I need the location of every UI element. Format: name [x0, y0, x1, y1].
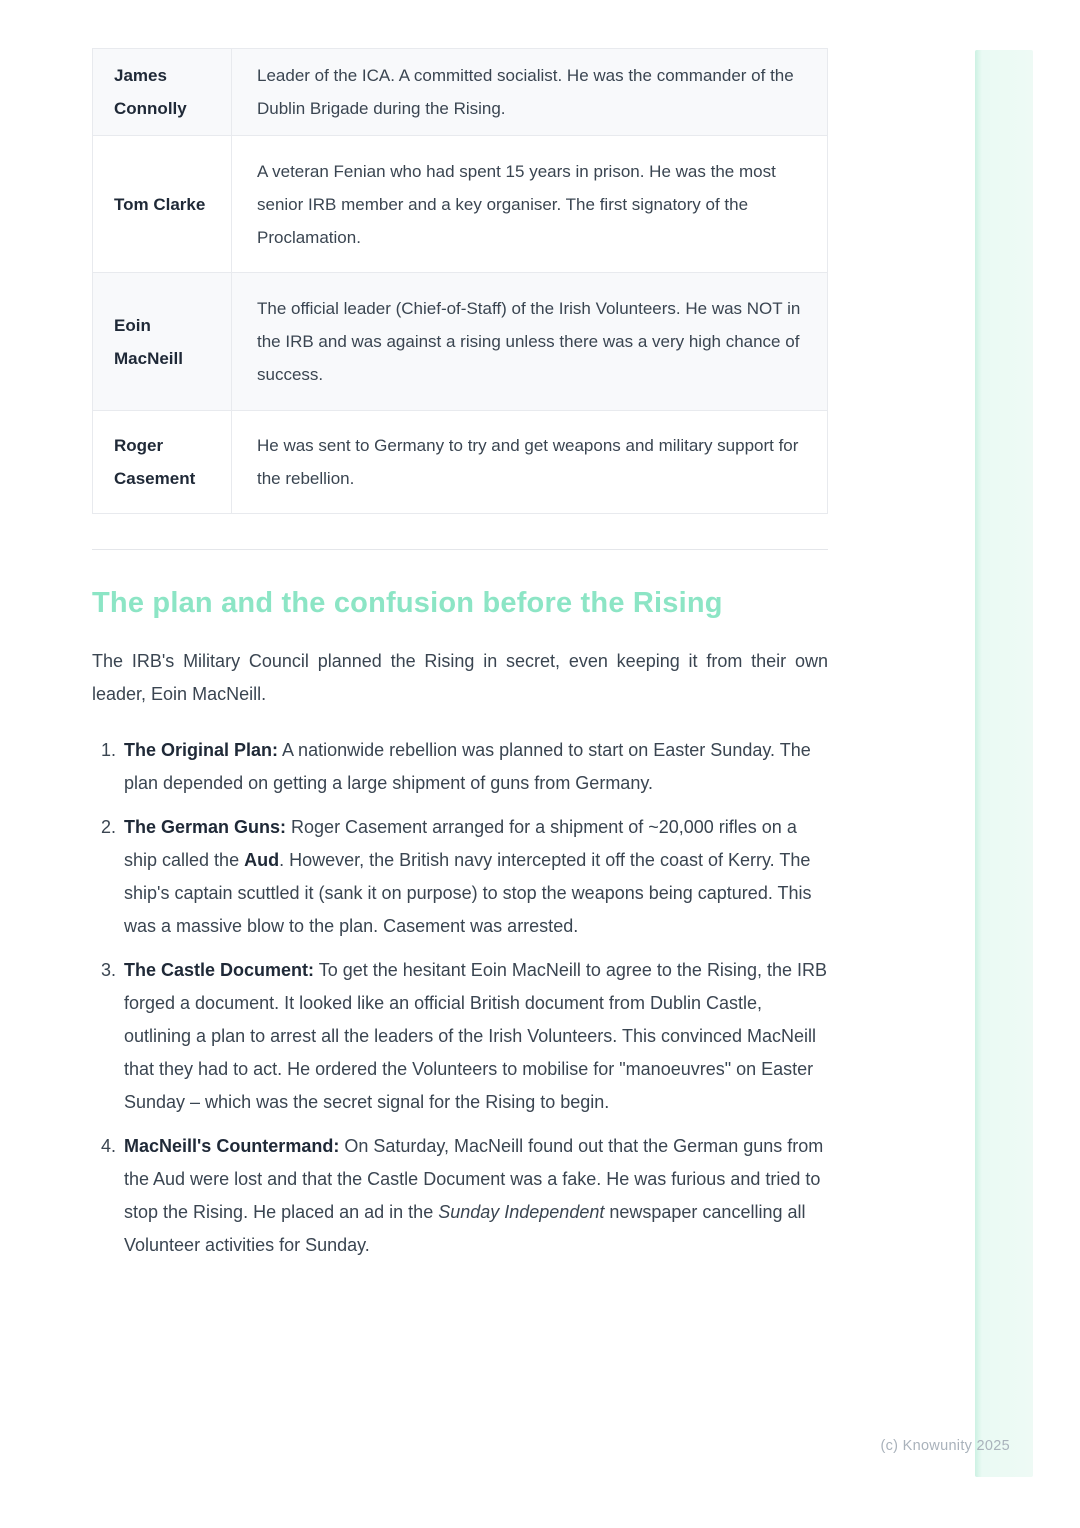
- table-row: [93, 49, 828, 136]
- document-content: [92, 48, 828, 1262]
- table-row: [93, 273, 828, 411]
- leader-name-cell: Roger Casement: [93, 411, 232, 514]
- section-divider: [92, 549, 828, 550]
- list-item-text: newspaper cancelling all Volunteer activities for Sunday.: [124, 1202, 806, 1255]
- list-item-italic-text: Sunday Independent: [438, 1202, 605, 1222]
- list-item-number: 1.: [101, 740, 117, 760]
- list-item-text: Roger Casement arranged for a shipment of ~20,000 rifles on a ship called the: [124, 817, 797, 870]
- list-item: [92, 811, 828, 943]
- leader-name-cell: Eoin MacNeill: [93, 273, 232, 411]
- section-heading: The plan and the confusion before the Rising: [92, 587, 723, 619]
- list-item-lead-text: MacNeill's Countermand:: [124, 1136, 340, 1156]
- list-item: [92, 1130, 828, 1262]
- table-row: [93, 411, 828, 514]
- list-item-lead-text: The Original Plan:: [124, 740, 279, 760]
- list-item-lead-text: The German Guns:: [124, 817, 287, 837]
- list-item-number: 3.: [101, 960, 117, 980]
- list-item-text: . However, the British navy intercepted it off the coast of Kerry. The ship's captain scuttled it (sank it on purpose) to stop the weapons being captured. This was a massive blow to the plan. Casement was arrested.: [124, 850, 812, 936]
- leader-description-cell: A veteran Fenian who had spent 15 years in prison. He was the most senior IRB member and a key organiser. The first signatory of the Proclamation.: [232, 136, 828, 273]
- footer-copyright: (c) Knowunity 2025: [880, 1438, 1010, 1454]
- list-item-number: 2.: [101, 817, 117, 837]
- leaders-table: [92, 48, 828, 514]
- leader-description-cell: He was sent to Germany to try and get weapons and military support for the rebellion.: [232, 411, 828, 514]
- list-item: [92, 954, 828, 1119]
- table-row: [93, 136, 828, 273]
- list-item: [92, 734, 828, 800]
- list-item-text: A nationwide rebellion was planned to start on Easter Sunday. The plan depended on getting a large shipment of guns from Germany.: [124, 740, 811, 793]
- list-item-lead-text: The Castle Document:: [124, 960, 315, 980]
- page-accent-strip: [975, 50, 1033, 1477]
- leader-description-cell: Leader of the ICA. A committed socialist. He was the commander of the Dublin Brigade during the Rising.: [232, 49, 828, 136]
- section-intro-paragraph: The IRB's Military Council planned the Rising in secret, even keeping it from their own leader, Eoin MacNeill.: [92, 651, 828, 704]
- list-item-lead-text: Aud: [244, 850, 280, 870]
- plan-numbered-list: [92, 734, 828, 1262]
- list-item-text: To get the hesitant Eoin MacNeill to agree to the Rising, the IRB forged a document. It looked like an official British document from Dublin Castle, outlining a plan to arrest all the leaders of the Irish Volunteers. This convinced MacNeill that they had to act. He ordered the Volunteers to mobilise for "manoeuvres" on Easter Sunday – which was the secret signal for the Rising to begin.: [124, 960, 827, 1112]
- list-item-number: 4.: [101, 1136, 117, 1156]
- leaders-table-body: [93, 49, 828, 514]
- list-item-text: On Saturday, MacNeill found out that the German guns from the Aud were lost and that the Castle Document was a fake. He was furious and tried to stop the Rising. He placed an ad in the: [124, 1136, 824, 1222]
- leader-name-cell: James Connolly: [93, 49, 232, 136]
- leader-name-cell: Tom Clarke: [93, 136, 232, 273]
- leader-description-cell: The official leader (Chief-of-Staff) of the Irish Volunteers. He was NOT in the IRB and was against a rising unless there was a very high chance of success.: [232, 273, 828, 411]
